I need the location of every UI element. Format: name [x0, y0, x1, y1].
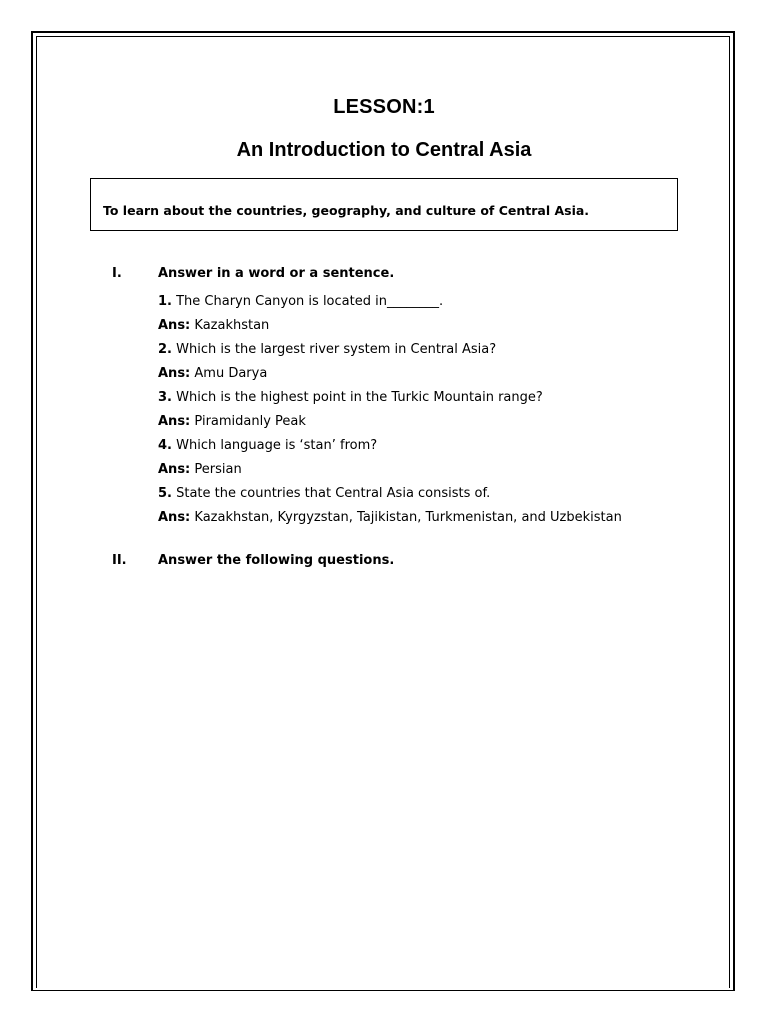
question-number: 4.	[158, 438, 172, 453]
lesson-title: An Introduction to Central Asia	[236, 139, 532, 161]
question-number: 1.	[158, 294, 172, 309]
answer-text: Kazakhstan, Kyrgyzstan, Tajikistan, Turkmenistan, and Uzbekistan	[190, 510, 622, 525]
qa-list	[158, 290, 718, 530]
section-heading: Answer the following questions.	[158, 553, 395, 568]
answer-text: Piramidanly Peak	[190, 414, 306, 429]
question-text: State the countries that Central Asia consists of.	[171, 486, 491, 501]
answer-1	[158, 314, 718, 338]
answer-3	[158, 410, 718, 434]
question-5	[158, 482, 718, 506]
question-number: 3.	[158, 390, 172, 405]
question-2	[158, 338, 718, 362]
question-text: Which language is ‘stan’ from?	[171, 438, 378, 453]
objective-box	[90, 178, 678, 231]
question-1	[158, 290, 718, 314]
objective-text: To learn about the countries, geography, and culture of Central Asia.	[103, 203, 590, 218]
answer-text: Kazakhstan	[190, 318, 270, 333]
question-number: 2.	[158, 342, 172, 357]
answer-4	[158, 458, 718, 482]
answer-text: Persian	[190, 462, 242, 477]
answer-label: Ans:	[158, 366, 191, 381]
question-3	[158, 386, 718, 410]
section-numeral: II.	[112, 553, 127, 568]
question-text: Which is the highest point in the Turkic Mountain range?	[171, 390, 543, 405]
question-number: 5.	[158, 486, 172, 501]
answer-text: Amu Darya	[190, 366, 268, 381]
question-4	[158, 434, 718, 458]
answer-2	[158, 362, 718, 386]
answer-5	[158, 506, 718, 530]
answer-label: Ans:	[158, 462, 191, 477]
question-text: The Charyn Canyon is located in________.	[171, 294, 444, 309]
section-heading: Answer in a word or a sentence.	[158, 266, 395, 281]
section-numeral: I.	[112, 266, 122, 281]
question-text: Which is the largest river system in Central Asia?	[171, 342, 497, 357]
answer-label: Ans:	[158, 318, 191, 333]
answer-label: Ans:	[158, 414, 191, 429]
lesson-label: LESSON:1	[333, 96, 435, 118]
answer-label: Ans:	[158, 510, 191, 525]
